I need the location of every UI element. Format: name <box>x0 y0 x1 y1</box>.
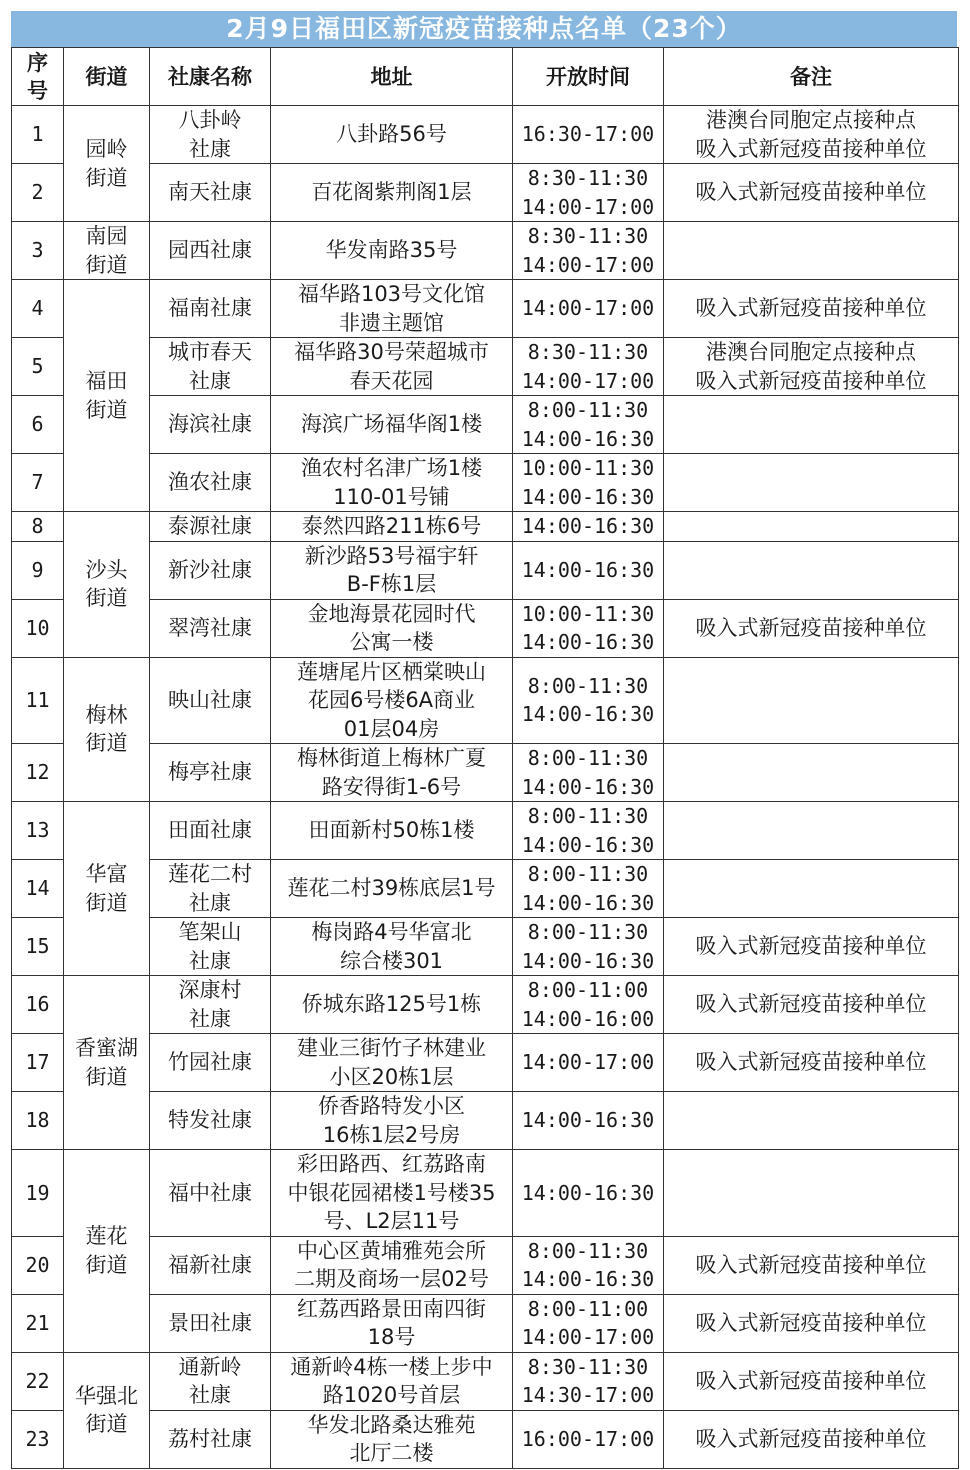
table-row <box>12 222 959 280</box>
note <box>664 744 959 802</box>
note: 吸入式新冠疫苗接种单位 <box>664 280 959 338</box>
table-row <box>12 1294 959 1352</box>
clinic-name: 城市春天 社康 <box>150 338 271 396</box>
opening-hours: 14:00-16:30 <box>513 1092 664 1150</box>
note: 吸入式新冠疫苗接种单位 <box>664 976 959 1034</box>
table-row <box>12 1092 959 1150</box>
address: 新沙路53号福宇轩 B-F栋1层 <box>271 541 513 599</box>
address: 中心区黄埔雅苑会所 二期及商场一层02号 <box>271 1236 513 1294</box>
address: 金地海景花园时代 公寓一楼 <box>271 599 513 657</box>
row-number: 8 <box>12 512 64 542</box>
table-row <box>12 744 959 802</box>
row-number: 14 <box>12 860 64 918</box>
row-number: 17 <box>12 1034 64 1092</box>
note <box>664 1092 959 1150</box>
address: 八卦路56号 <box>271 106 513 164</box>
opening-hours: 8:00-11:00 14:00-17:00 <box>513 1294 664 1352</box>
header-hours: 开放时间 <box>513 48 664 106</box>
clinic-name: 泰源社康 <box>150 512 271 542</box>
opening-hours: 8:30-11:30 14:00-17:00 <box>513 222 664 280</box>
opening-hours: 14:00-17:00 <box>513 280 664 338</box>
street-name: 莲花 街道 <box>64 1150 150 1353</box>
address: 通新岭4栋一楼上步中 路1020号首层 <box>271 1352 513 1410</box>
row-number: 16 <box>12 976 64 1034</box>
address: 华发北路桑达雅苑 北厅二楼 <box>271 1410 513 1468</box>
opening-hours: 8:00-11:30 14:00-16:30 <box>513 802 664 860</box>
address: 泰然四路211栋6号 <box>271 512 513 542</box>
row-number: 2 <box>12 164 64 222</box>
opening-hours: 8:30-11:30 14:00-17:00 <box>513 164 664 222</box>
clinic-name: 渔农社康 <box>150 454 271 512</box>
address: 福华路103号文化馆 非遗主题馆 <box>271 280 513 338</box>
opening-hours: 8:00-11:30 14:00-16:30 <box>513 396 664 454</box>
clinic-name: 福南社康 <box>150 280 271 338</box>
clinic-name: 特发社康 <box>150 1092 271 1150</box>
note: 吸入式新冠疫苗接种单位 <box>664 164 959 222</box>
clinic-name: 景田社康 <box>150 1294 271 1352</box>
street-name: 华富 街道 <box>64 802 150 976</box>
address: 百花阁紫荆阁1层 <box>271 164 513 222</box>
clinic-name: 福新社康 <box>150 1236 271 1294</box>
header-street: 街道 <box>64 48 150 106</box>
clinic-name: 新沙社康 <box>150 541 271 599</box>
opening-hours: 16:30-17:00 <box>513 106 664 164</box>
note <box>664 860 959 918</box>
opening-hours: 14:00-16:30 <box>513 512 664 542</box>
address: 海滨广场福华阁1楼 <box>271 396 513 454</box>
note <box>664 396 959 454</box>
note: 吸入式新冠疫苗接种单位 <box>664 1034 959 1092</box>
row-number: 9 <box>12 541 64 599</box>
row-number: 5 <box>12 338 64 396</box>
clinic-name: 梅亭社康 <box>150 744 271 802</box>
street-name: 华强北 街道 <box>64 1352 150 1468</box>
opening-hours: 8:00-11:30 14:00-16:30 <box>513 860 664 918</box>
table-row <box>12 1150 959 1237</box>
clinic-name: 竹园社康 <box>150 1034 271 1092</box>
note <box>664 222 959 280</box>
street-name: 南园 街道 <box>64 222 150 280</box>
table-row <box>12 106 959 164</box>
table-row <box>12 280 959 338</box>
opening-hours: 8:30-11:30 14:30-17:00 <box>513 1352 664 1410</box>
address: 莲花二村39栋底层1号 <box>271 860 513 918</box>
address: 渔农村名津广场1楼 110-01号铺 <box>271 454 513 512</box>
header-no: 序 号 <box>12 48 64 106</box>
row-number: 23 <box>12 1410 64 1468</box>
opening-hours: 10:00-11:30 14:00-16:30 <box>513 454 664 512</box>
note <box>664 657 959 744</box>
row-number: 12 <box>12 744 64 802</box>
table-row <box>12 164 959 222</box>
row-number: 13 <box>12 802 64 860</box>
row-number: 7 <box>12 454 64 512</box>
row-number: 22 <box>12 1352 64 1410</box>
table-row <box>12 976 959 1034</box>
table-row <box>12 657 959 744</box>
table-row <box>12 454 959 512</box>
note: 吸入式新冠疫苗接种单位 <box>664 599 959 657</box>
opening-hours: 8:00-11:00 14:00-16:00 <box>513 976 664 1034</box>
address: 红荔西路景田南四街 18号 <box>271 1294 513 1352</box>
table-row <box>12 860 959 918</box>
note <box>664 512 959 542</box>
table-row <box>12 599 959 657</box>
opening-hours: 8:00-11:30 14:00-16:30 <box>513 1236 664 1294</box>
table-row <box>12 802 959 860</box>
opening-hours: 14:00-17:00 <box>513 1034 664 1092</box>
address: 彩田路西、红荔路南 中银花园裙楼1号楼35 号、L2层11号 <box>271 1150 513 1237</box>
clinic-name: 映山社康 <box>150 657 271 744</box>
clinic-name: 翠湾社康 <box>150 599 271 657</box>
opening-hours: 8:30-11:30 14:00-17:00 <box>513 338 664 396</box>
page-title: 2月9日福田区新冠疫苗接种点名单（23个） <box>11 11 957 47</box>
table-row <box>12 541 959 599</box>
table-row <box>12 512 959 542</box>
street-name: 梅林 街道 <box>64 657 150 802</box>
street-name: 福田 街道 <box>64 280 150 512</box>
note <box>664 1150 959 1237</box>
opening-hours: 14:00-16:30 <box>513 541 664 599</box>
note <box>664 541 959 599</box>
row-number: 21 <box>12 1294 64 1352</box>
table-row <box>12 338 959 396</box>
header-address: 地址 <box>271 48 513 106</box>
clinic-name: 园西社康 <box>150 222 271 280</box>
row-number: 11 <box>12 657 64 744</box>
opening-hours: 14:00-16:30 <box>513 1150 664 1237</box>
note: 吸入式新冠疫苗接种单位 <box>664 918 959 976</box>
clinic-name: 莲花二村 社康 <box>150 860 271 918</box>
header-note: 备注 <box>664 48 959 106</box>
row-number: 10 <box>12 599 64 657</box>
address: 福华路30号荣超城市 春天花园 <box>271 338 513 396</box>
row-number: 15 <box>12 918 64 976</box>
table-row <box>12 1410 959 1468</box>
opening-hours: 16:00-17:00 <box>513 1410 664 1468</box>
table-row <box>12 1236 959 1294</box>
clinic-name: 深康村 社康 <box>150 976 271 1034</box>
address: 建业三街竹子林建业 小区20栋1层 <box>271 1034 513 1092</box>
table-row <box>12 1034 959 1092</box>
table-row <box>12 1352 959 1410</box>
clinic-name: 笔架山 社康 <box>150 918 271 976</box>
row-number: 20 <box>12 1236 64 1294</box>
street-name: 园岭 街道 <box>64 106 150 222</box>
note: 吸入式新冠疫苗接种单位 <box>664 1236 959 1294</box>
address: 侨城东路125号1栋 <box>271 976 513 1034</box>
street-name: 沙头 街道 <box>64 512 150 658</box>
note <box>664 454 959 512</box>
clinic-name: 南天社康 <box>150 164 271 222</box>
opening-hours: 8:00-11:30 14:00-16:30 <box>513 918 664 976</box>
street-name: 香蜜湖 街道 <box>64 976 150 1150</box>
row-number: 18 <box>12 1092 64 1150</box>
row-number: 4 <box>12 280 64 338</box>
table-header-row <box>12 48 959 106</box>
note: 吸入式新冠疫苗接种单位 <box>664 1410 959 1468</box>
note: 吸入式新冠疫苗接种单位 <box>664 1294 959 1352</box>
clinic-name: 田面社康 <box>150 802 271 860</box>
row-number: 3 <box>12 222 64 280</box>
address: 华发南路35号 <box>271 222 513 280</box>
clinic-name: 福中社康 <box>150 1150 271 1237</box>
header-clinic: 社康名称 <box>150 48 271 106</box>
row-number: 19 <box>12 1150 64 1237</box>
table-row <box>12 396 959 454</box>
row-number: 1 <box>12 106 64 164</box>
opening-hours: 8:00-11:30 14:00-16:30 <box>513 657 664 744</box>
clinic-name: 荔村社康 <box>150 1410 271 1468</box>
opening-hours: 10:00-11:30 14:00-16:30 <box>513 599 664 657</box>
clinic-name: 通新岭 社康 <box>150 1352 271 1410</box>
address: 莲塘尾片区栖棠映山 花园6号楼6A商业 01层04房 <box>271 657 513 744</box>
address: 田面新村50栋1楼 <box>271 802 513 860</box>
note <box>664 802 959 860</box>
address: 侨香路特发小区 16栋1层2号房 <box>271 1092 513 1150</box>
table-row <box>12 918 959 976</box>
opening-hours: 8:00-11:30 14:00-16:30 <box>513 744 664 802</box>
clinic-name: 海滨社康 <box>150 396 271 454</box>
note: 港澳台同胞定点接种点 吸入式新冠疫苗接种单位 <box>664 338 959 396</box>
address: 梅林街道上梅林广夏 路安得街1-6号 <box>271 744 513 802</box>
note: 港澳台同胞定点接种点 吸入式新冠疫苗接种单位 <box>664 106 959 164</box>
clinic-name: 八卦岭 社康 <box>150 106 271 164</box>
note: 吸入式新冠疫苗接种单位 <box>664 1352 959 1410</box>
address: 梅岗路4号华富北 综合楼301 <box>271 918 513 976</box>
vaccination-sites-table <box>11 47 959 1469</box>
row-number: 6 <box>12 396 64 454</box>
